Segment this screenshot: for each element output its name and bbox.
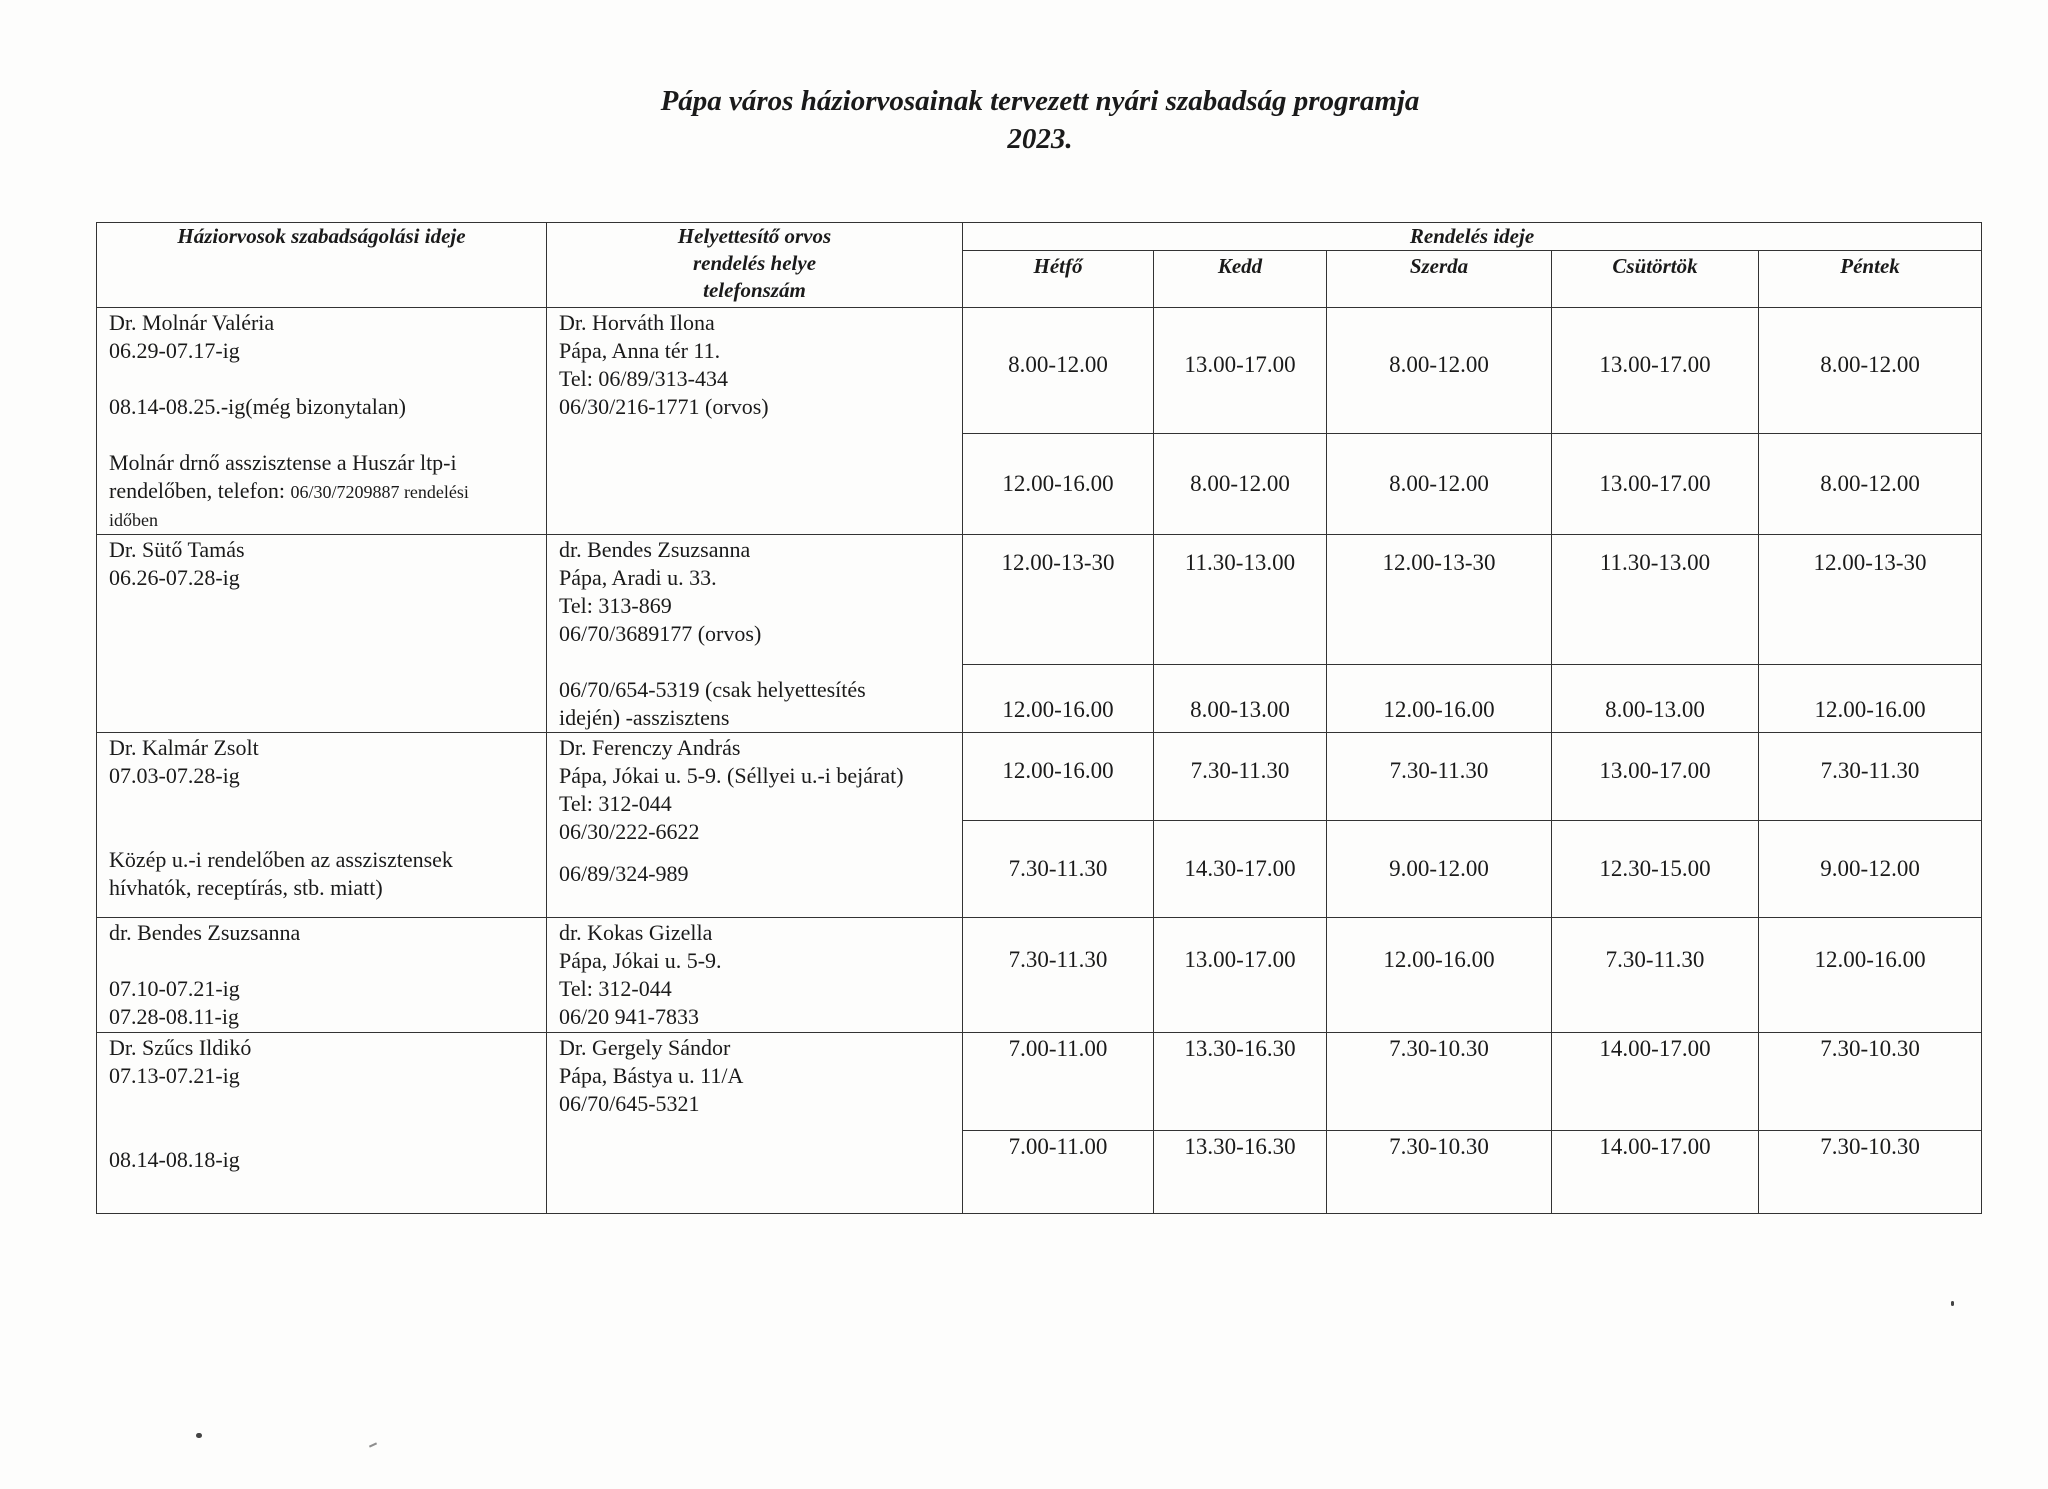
doctor-cell (97, 308, 547, 535)
vacation-dates: 07.13-07.21-ig (109, 1063, 240, 1088)
substitute-name: Dr. Horváth Ilona (559, 310, 715, 335)
hours-cell: 13.00-17.00 (1154, 308, 1327, 434)
title-line-1: Pápa város háziorvosainak tervezett nyári szabadság programja (660, 85, 1420, 117)
hours-cell: 12.00-16.00 (1327, 664, 1552, 732)
hours-cell: 7.30-11.30 (1154, 733, 1327, 821)
hours-cell: 7.30-10.30 (1759, 1033, 1982, 1131)
hours-cell: 13.30-16.30 (1154, 1033, 1327, 1131)
header-day-friday: Péntek (1759, 251, 1982, 308)
substitute-mobile: 06/30/222-6622 (559, 819, 700, 844)
hours-cell: 12.00-16.00 (963, 434, 1154, 535)
doctor-cell (97, 918, 547, 1033)
document-title (0, 82, 2048, 158)
scan-speck (369, 1442, 377, 1447)
substitute-name: dr. Kokas Gizella (559, 920, 713, 945)
doctor-cell (97, 535, 547, 733)
header-day-thursday: Csütörtök (1552, 251, 1759, 308)
hours-cell: 9.00-12.00 (1759, 821, 1982, 918)
hours-cell: 8.00-13.00 (1552, 664, 1759, 732)
doctor-name: dr. Bendes Zsuzsanna (109, 920, 301, 945)
note-line (109, 477, 546, 506)
table-row (97, 308, 1982, 434)
substitute-phone: Tel: 313-869 (559, 593, 672, 618)
substitute-cell (547, 535, 963, 733)
substitute-address: Pápa, Jókai u. 5-9. (Séllyei u.-i bejárat) (559, 763, 904, 788)
substitute-cell (547, 1033, 963, 1214)
doctor-name: Dr. Szűcs Ildikó (109, 1035, 252, 1060)
hours-cell: 14.00-17.00 (1552, 1131, 1759, 1214)
hours-cell: 14.00-17.00 (1552, 1033, 1759, 1131)
hours-cell: 12.30-15.00 (1552, 821, 1759, 918)
table-row (97, 1033, 1982, 1131)
hours-cell: 12.00-16.00 (963, 664, 1154, 732)
header-vacation-period: Háziorvosok szabadságolási ideje (97, 223, 547, 308)
hours-cell: 8.00-12.00 (1759, 434, 1982, 535)
vacation-dates: 07.28-08.11-ig (109, 1004, 239, 1029)
hours-cell: 12.00-16.00 (1327, 918, 1552, 1033)
hours-cell: 8.00-12.00 (1154, 434, 1327, 535)
hours-cell: 7.30-10.30 (1759, 1131, 1982, 1214)
vacation-dates: 06.29-07.17-ig (109, 338, 240, 363)
doctor-name: Dr. Kalmár Zsolt (109, 735, 259, 760)
note-text: rendelőben, telefon: (109, 478, 291, 503)
vacation-dates: 08.14-08.18-ig (109, 1147, 240, 1172)
substitute-mobile: 06/30/216-1771 (orvos) (559, 394, 769, 419)
substitute-name: dr. Bendes Zsuzsanna (559, 537, 751, 562)
hours-cell: 7.30-10.30 (1327, 1033, 1552, 1131)
substitute-phone: Tel: 312-044 (559, 976, 672, 1001)
doctor-name: Dr. Molnár Valéria (109, 310, 275, 335)
note-line: időben (109, 510, 158, 530)
hours-cell: 8.00-12.00 (963, 308, 1154, 434)
vacation-dates: 07.10-07.21-ig (109, 976, 240, 1001)
header-substitute-line1: Helyettesítő orvos (677, 224, 832, 248)
header-day-tuesday: Kedd (1154, 251, 1327, 308)
substitute-address: Pápa, Bástya u. 11/A (559, 1063, 744, 1088)
hours-cell: 7.30-11.30 (1552, 918, 1759, 1033)
vacation-dates: 06.26-07.28-ig (109, 565, 240, 590)
header-substitute-line3: telefonszám (703, 278, 806, 302)
title-line-2: 2023. (1007, 123, 1073, 155)
hours-cell: 7.30-10.30 (1327, 1131, 1552, 1214)
note-line: Közép u.-i rendelőben az asszisztensek (109, 847, 453, 872)
hours-cell: 13.00-17.00 (1552, 308, 1759, 434)
vacation-dates: 08.14-08.25.-ig(még bizonytalan) (109, 394, 406, 419)
substitute-phone: Tel: 312-044 (559, 791, 672, 816)
scan-speck (1951, 1301, 1954, 1306)
header-office-hours: Rendelés ideje (963, 223, 1982, 251)
note-line: hívhatók, receptírás, stb. miatt) (109, 875, 383, 900)
hours-cell: 12.00-13-30 (1327, 535, 1552, 665)
header-substitute-line2: rendelés helye (692, 251, 817, 275)
substitute-cell (547, 918, 963, 1033)
hours-cell: 7.00-11.00 (963, 1131, 1154, 1214)
hours-cell: 12.00-16.00 (1759, 664, 1982, 732)
hours-cell: 14.30-17.00 (1154, 821, 1327, 918)
hours-cell: 12.00-16.00 (1759, 918, 1982, 1033)
substitute-name: Dr. Gergely Sándor (559, 1035, 731, 1060)
header-substitute (547, 223, 963, 308)
hours-cell: 7.30-11.30 (1327, 733, 1552, 821)
substitute-address: Pápa, Aradi u. 33. (559, 565, 717, 590)
substitute-cell (547, 308, 963, 535)
substitute-mobile: 06/20 941-7833 (559, 1004, 699, 1029)
vacation-dates: 07.03-07.28-ig (109, 763, 240, 788)
doctor-cell (97, 1033, 547, 1214)
hours-cell: 7.00-11.00 (963, 1033, 1154, 1131)
header-day-monday: Hétfő (963, 251, 1154, 308)
hours-cell: 13.00-17.00 (1552, 434, 1759, 535)
substitute-extra-phone: 06/70/654-5319 (csak helyettesítés (559, 677, 866, 702)
table-row (97, 733, 1982, 821)
substitute-name: Dr. Ferenczy András (559, 735, 741, 760)
scan-speck (196, 1433, 202, 1438)
hours-cell: 8.00-12.00 (1759, 308, 1982, 434)
hours-cell: 7.30-11.30 (963, 821, 1154, 918)
substitute-extra-note: idején) -asszisztens (559, 705, 730, 730)
table-row (97, 918, 1982, 1033)
vacation-schedule-table (96, 222, 1982, 1214)
hours-cell: 12.00-13-30 (1759, 535, 1982, 665)
substitute-cell (547, 733, 963, 918)
note-line: Molnár drnő asszisztense a Huszár ltp-i (109, 450, 457, 475)
substitute-address: Pápa, Jókai u. 5-9. (559, 948, 722, 973)
substitute-extra-phone: 06/89/324-989 (559, 861, 689, 886)
doctor-name: Dr. Sütő Tamás (109, 537, 245, 562)
hours-cell: 7.30-11.30 (1759, 733, 1982, 821)
substitute-phone: Tel: 06/89/313-434 (559, 366, 728, 391)
hours-cell: 11.30-13.00 (1154, 535, 1327, 665)
hours-cell: 8.00-12.00 (1327, 434, 1552, 535)
hours-cell: 12.00-13-30 (963, 535, 1154, 665)
table-row (97, 535, 1982, 665)
hours-cell: 7.30-11.30 (963, 918, 1154, 1033)
note-phone: 06/30/7209887 rendelési (290, 482, 469, 502)
substitute-address: Pápa, Anna tér 11. (559, 338, 721, 363)
header-day-wednesday: Szerda (1327, 251, 1552, 308)
substitute-mobile: 06/70/3689177 (orvos) (559, 621, 762, 646)
hours-cell: 13.00-17.00 (1552, 733, 1759, 821)
substitute-mobile: 06/70/645-5321 (559, 1091, 700, 1116)
hours-cell: 13.30-16.30 (1154, 1131, 1327, 1214)
hours-cell: 8.00-13.00 (1154, 664, 1327, 732)
hours-cell: 11.30-13.00 (1552, 535, 1759, 665)
doctor-cell (97, 733, 547, 918)
hours-cell: 13.00-17.00 (1154, 918, 1327, 1033)
hours-cell: 8.00-12.00 (1327, 308, 1552, 434)
hours-cell: 9.00-12.00 (1327, 821, 1552, 918)
hours-cell: 12.00-16.00 (963, 733, 1154, 821)
